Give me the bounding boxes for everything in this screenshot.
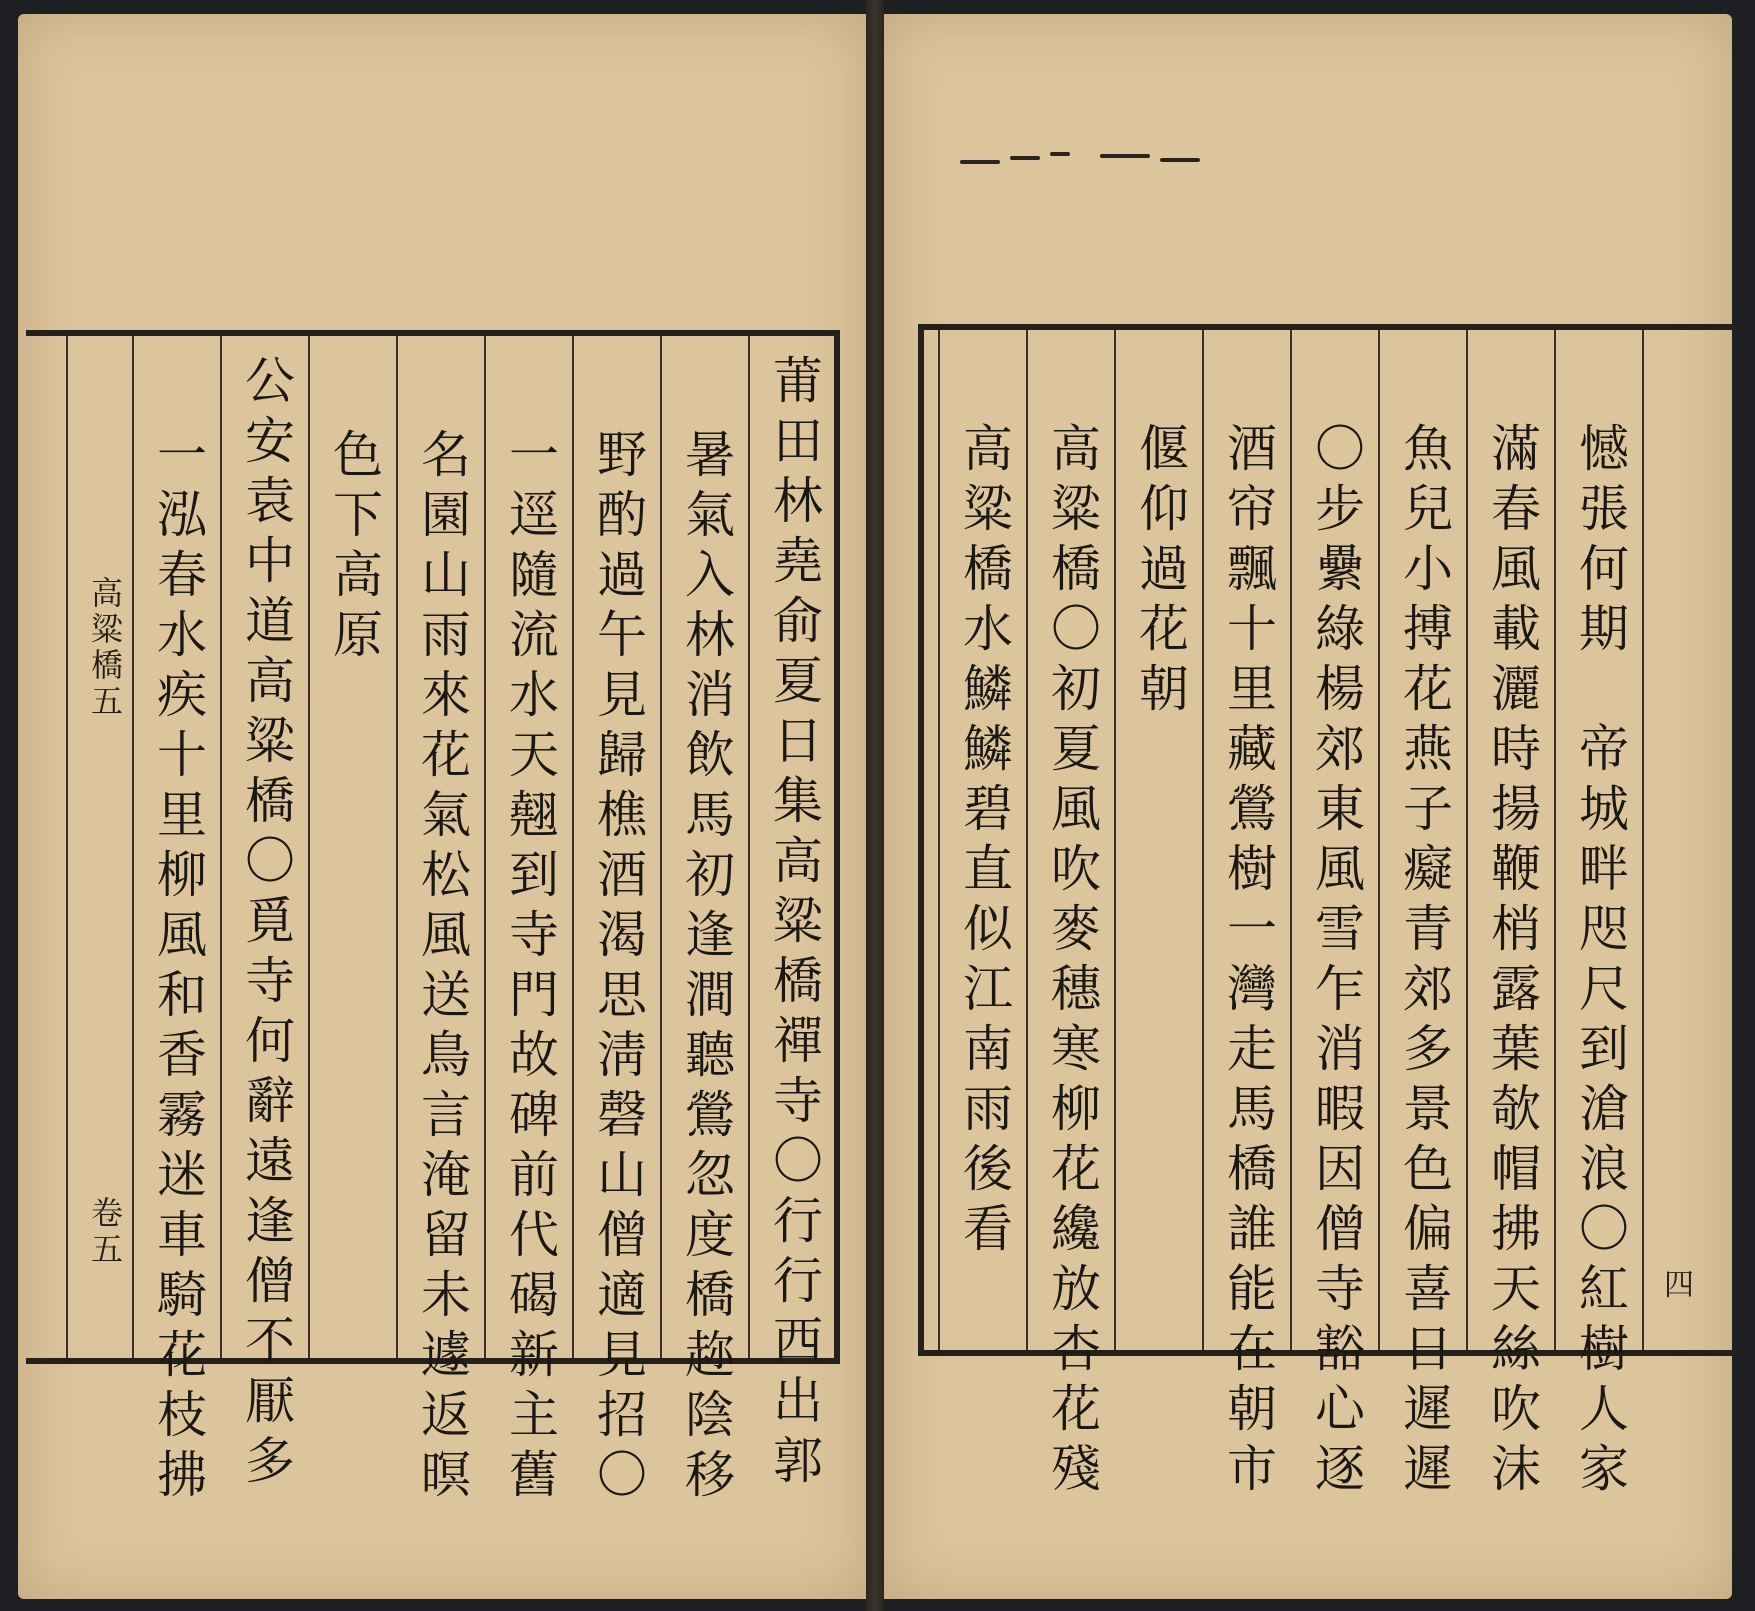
text-column (1114, 330, 1204, 1350)
column-text: 高粱橋〇初夏風吹麥穗寒柳花纔放杏花殘 (1043, 422, 1101, 1502)
margin-column (1642, 330, 1732, 1350)
margin-volume: 卷五 (86, 1196, 124, 1268)
text-column (1202, 330, 1292, 1502)
right-text-frame (918, 324, 1734, 1502)
text-column (660, 336, 750, 1508)
text-column (1554, 330, 1644, 1502)
column-text: 滿春風載灑時揚鞭梢露葉欹帽拂天絲吹沫 (1483, 422, 1541, 1502)
column-text: 魚兒小搏花燕子癡青郊多景色偏喜日遲遲 (1395, 422, 1453, 1502)
column-text: 名園山雨來花氣松風送鳥言淹留未遽返暝 (413, 428, 471, 1508)
column-text: 色下高原 (325, 428, 383, 668)
text-column (748, 336, 838, 1494)
column-text: 莆田林堯俞夏日集高粱橋禪寺〇行行西出郭 (765, 354, 823, 1494)
left-text-frame (26, 330, 840, 1508)
margin-column (66, 336, 134, 1358)
text-column (308, 336, 398, 1358)
text-column (1026, 330, 1116, 1502)
column-text: 一逕隨流水天翹到寺門故碑前代碣新主舊 (501, 428, 559, 1508)
column-text: 〇步纍綠楊郊東風雪乍消暇因僧寺豁心逐 (1307, 422, 1365, 1502)
column-text: 高粱橋水鱗鱗碧直似江南雨後看 (955, 422, 1013, 1262)
column-text: 酒帘飄十里藏鶯樹一灣走馬橋誰能在朝市 (1219, 422, 1277, 1502)
text-column (220, 336, 310, 1494)
text-column (1290, 330, 1380, 1502)
column-text: 野酌過午見歸樵酒渴思淸磬山僧適見招〇 (589, 428, 647, 1508)
ink-marks (960, 140, 1220, 180)
text-column (938, 330, 1028, 1350)
book-gutter (866, 0, 884, 1611)
text-column (1378, 330, 1468, 1502)
column-text: 暑氣入林消飲馬初逢澗聽鶯忽度橋趂陰移 (677, 428, 735, 1508)
text-column (484, 336, 574, 1508)
text-column (132, 336, 222, 1508)
text-column (396, 336, 486, 1508)
text-column (1466, 330, 1556, 1502)
column-text: 偃仰過花朝 (1131, 422, 1189, 722)
page-number: 四 (1664, 1268, 1694, 1303)
column-text: 公安袁中道高粱橋〇覓寺何辭遠逢僧不厭多 (237, 354, 295, 1494)
column-text: 一泓春水疾十里柳風和香霧迷車騎花枝拂 (149, 428, 207, 1508)
margin-title: 高粱橋五 (86, 576, 124, 720)
text-column (572, 336, 662, 1508)
column-text: 憾張何期 帝城畔咫尺到滄浪〇紅樹人家 (1571, 422, 1629, 1502)
